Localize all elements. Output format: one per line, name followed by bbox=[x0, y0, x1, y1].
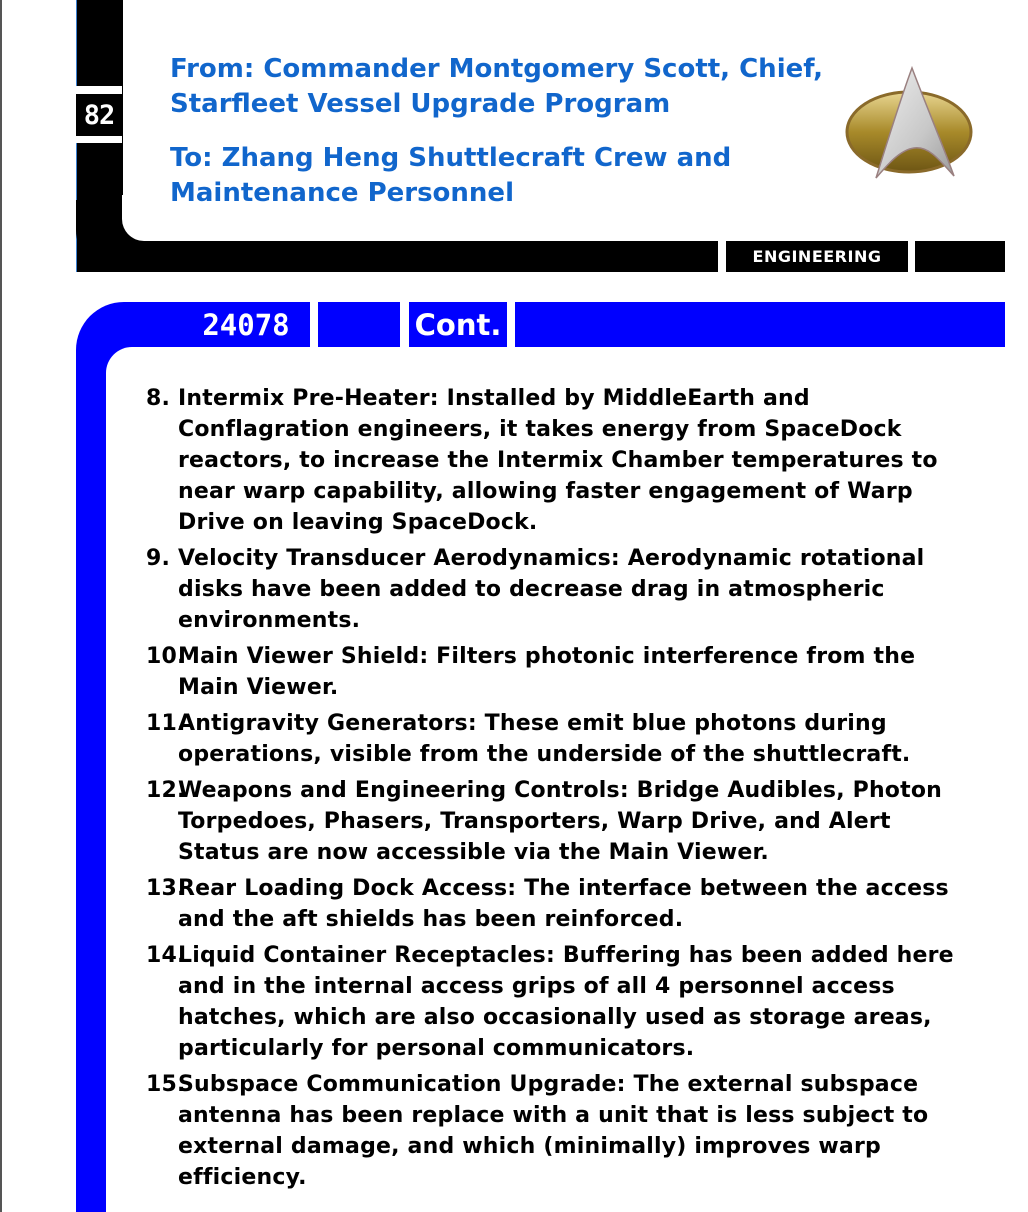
list-item bbox=[146, 1069, 976, 1193]
page-number: 82 bbox=[76, 94, 122, 136]
department-label: ENGINEERING bbox=[726, 241, 908, 272]
upgrade-list bbox=[146, 383, 976, 1198]
item-text: Main Viewer Shield: Filters photonic interference from the Main Viewer. bbox=[178, 644, 916, 700]
item-number: 13. bbox=[146, 876, 186, 901]
item-text: Weapons and Engineering Controls: Bridge Audibles, Photon Torpedoes, Phasers, Transporters, Warp Drive, and Alert Status are now accessible via the Main Viewer. bbox=[178, 778, 943, 865]
stardate-label: 24078 bbox=[182, 302, 310, 347]
starfleet-insignia-icon bbox=[842, 60, 976, 186]
blue-bar-segment bbox=[150, 302, 174, 347]
item-text: Antigravity Generators: These emit blue photons during operations, visible from the underside of the shuttlecraft. bbox=[178, 711, 911, 767]
list-item bbox=[146, 383, 976, 538]
item-text: Intermix Pre-Heater: Installed by MiddleEarth and Conflagration engineers, it takes energy from SpaceDock reactors, to increase the Intermix Chamber temperatures to near warp capability, allowing faster engagement of Warp Drive on leaving SpaceDock. bbox=[178, 386, 938, 535]
item-text: Rear Loading Dock Access: The interface between the access and the aft shields has been reinforced. bbox=[178, 876, 949, 932]
top-frame-bar bbox=[150, 241, 718, 272]
item-number: 10. bbox=[146, 644, 186, 669]
page-number-gap bbox=[76, 136, 122, 143]
blue-frame-vertical bbox=[76, 400, 106, 1212]
list-item bbox=[146, 641, 976, 703]
item-text: Subspace Communication Upgrade: The external subspace antenna has been replace with a unit that is less subject to external damage, and which (minimally) improves warp efficiency. bbox=[178, 1072, 929, 1190]
item-number: 12. bbox=[146, 778, 186, 803]
memo-header bbox=[170, 52, 830, 230]
list-item bbox=[146, 708, 976, 770]
list-item bbox=[146, 775, 976, 868]
page-edge bbox=[0, 0, 2, 1212]
list-item bbox=[146, 873, 976, 935]
blue-bar-segment bbox=[318, 302, 400, 347]
item-text: Velocity Transducer Aerodynamics: Aerodynamic rotational disks have been added to decrease drag in atmospheric environments. bbox=[178, 546, 925, 633]
memo-to: To: Zhang Heng Shuttlecraft Crew and Maintenance Personnel bbox=[170, 143, 732, 208]
memo-from: From: Commander Montgomery Scott, Chief, Starfleet Vessel Upgrade Program bbox=[170, 54, 824, 119]
list-item bbox=[146, 543, 976, 636]
item-number: 8. bbox=[146, 386, 171, 411]
item-number: 15. bbox=[146, 1072, 186, 1097]
item-number: 9. bbox=[146, 546, 171, 571]
blue-bar-segment bbox=[515, 302, 1005, 347]
item-text: Liquid Container Receptacles: Buffering has been added here and in the internal access grips of all 4 personnel access hatches, which are also occasionally used as storage areas, particularly for personal communicators. bbox=[178, 943, 954, 1061]
top-frame-end-cap bbox=[915, 241, 1005, 272]
item-number: 11. bbox=[146, 711, 186, 736]
list-item bbox=[146, 940, 976, 1064]
item-number: 14. bbox=[146, 943, 186, 968]
continued-label: Cont. bbox=[409, 302, 507, 347]
page-number-gap bbox=[76, 86, 122, 94]
